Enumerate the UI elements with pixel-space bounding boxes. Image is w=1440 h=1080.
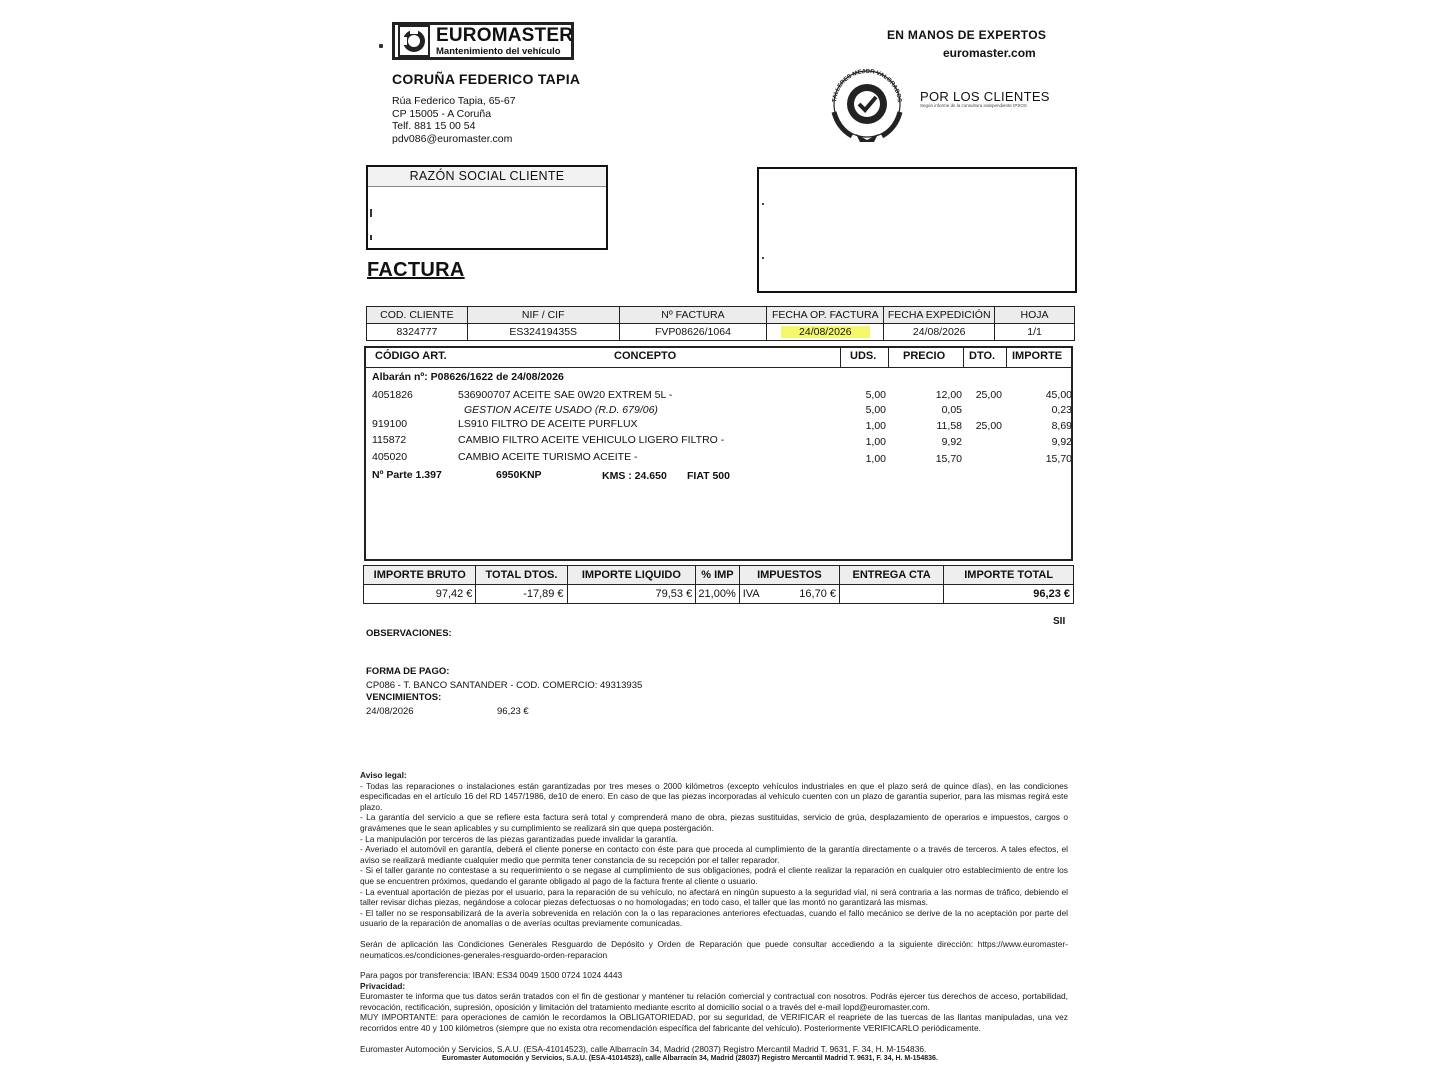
totals-header-cell: IMPORTE TOTAL xyxy=(944,566,1074,585)
item-amount: 45,00 xyxy=(1045,389,1072,401)
company-registry-secondary: Euromaster Automoción y Servicios, S.A.U. (ESA-41014523), calle Albarracín 34, Madrid (28037) Registro Mercantil Madrid T. 9631, F. 34, H. M-154836. xyxy=(442,1055,938,1063)
operation-date: 24/08/2026 xyxy=(781,326,870,338)
due-amount: 96,23 € xyxy=(497,706,529,717)
invoice-number: FVP08626/1064 xyxy=(619,324,767,341)
payment-method-label: FORMA DE PAGO: xyxy=(366,666,450,677)
logo-tagline: Mantenimiento del vehículo xyxy=(436,45,561,57)
nif-cif: ES32419435S xyxy=(467,324,619,341)
header-cell: FECHA OP. FACTURA xyxy=(767,307,884,324)
sheet-number: 1/1 xyxy=(995,324,1075,341)
item-discount: 25,00 xyxy=(975,420,1002,432)
item-amount: 15,70 xyxy=(1045,453,1072,465)
address-line: CP 15005 - A Coruña xyxy=(392,107,492,120)
item-code: 919100 xyxy=(372,418,408,430)
tax-cell xyxy=(739,585,839,604)
totals-value-row xyxy=(364,585,1074,604)
item-code: 405020 xyxy=(372,451,408,463)
legal-paragraph: - Todas las reparaciones o instalaciones están garantizadas por tres meses o 2000 kilómetros (excepto vehículos industriales en que el plazo será de quince días), en las condiciones especificadas en el artículo 16 del RD 1457/1986, de10 de enero. En caso de que las piezas incorporadas al vehículo cuenten con un plazo de garantía superior, para las mismas regirá este plazo. xyxy=(360,780,1068,812)
legal-paragraph: - Si el taller garante no contestase a su requerimiento o se negase al cumplimiento de sus obligaciones, podrá el cliente realizar la reparación en cualquier otro establecimiento de entre los que se encuentren próximos, quedando el garante obligado al pago de la factura frente al cliente o usuario. xyxy=(360,865,1068,886)
branch-address xyxy=(392,95,516,145)
totals-header-cell: % IMP xyxy=(696,566,740,585)
important-text: MUY IMPORTANTE: para operaciones de camión le recordamos la OBLIGATORIEDAD, por su seguridad, de VERIFICAR el reapriete de las tuercas de las llantas manipuladas, una vez recorridos entre 40 y 100 kilómetros (siempre que no exista otra recomendación específica del fabricante del vehículo). Posteriormente VERIFICARLO periódicamente. xyxy=(360,1012,1068,1034)
privacy-text: Euromaster te informa que tus datos serán tratados con el fin de gestionar y mantener tu relación comercial y contractual con nosotros. Podrás ejercer tus derechos de acceso, portabilidad, revocación, rectificación, supresión, oposición y limitación del tratamiento mediante escrito al domicilio social o a través del e-mail lopd@euromaster.com. xyxy=(360,991,1068,1012)
address-line: Telf. 881 15 00 54 xyxy=(392,120,476,132)
legal-notice xyxy=(360,770,1068,1065)
badge-note: Según informe de la consultora independiente IPSOS xyxy=(920,103,1027,108)
branch-name: CORUÑA FEDERICO TAPIA xyxy=(392,71,581,87)
slogan: EN MANOS DE EXPERTOS xyxy=(887,28,1047,42)
logo-name: EUROMASTER xyxy=(436,24,574,46)
col-discount-header: DTO. xyxy=(969,350,996,362)
col-price-header: PRECIO xyxy=(903,350,946,362)
header-cell: NIF / CIF xyxy=(467,307,619,324)
payment-on-account xyxy=(840,585,944,604)
euromaster-logo xyxy=(392,22,574,60)
item-units: 5,00 xyxy=(865,404,886,416)
item-concept: 536900707 ACEITE SAE 0W20 EXTREM 5L - xyxy=(458,389,673,401)
conditions-text: Serán de aplicación las Condiciones Generales Resguardo de Depósito y Orden de Reparación que puede consultar accediendo a la siguiente dirección: https://www.euromaster-neumaticos.es/condiciones-generales-resguardo-orden-reparacion xyxy=(360,938,1068,960)
value-row xyxy=(367,324,1075,341)
address-line: Rúa Federico Tapia, 65-67 xyxy=(392,95,516,107)
totals-header-cell: TOTAL DTOS. xyxy=(476,566,567,585)
net-amount: 79,53 € xyxy=(567,585,696,604)
item-units: 1,00 xyxy=(865,453,886,465)
tax-percent: 21,00% xyxy=(696,585,740,604)
scan-mark xyxy=(370,209,372,217)
scan-mark xyxy=(370,235,372,240)
vehicle-plate: 6950KNP xyxy=(496,469,542,481)
col-units-header: UDS. xyxy=(850,350,877,362)
observations-label: OBSERVACIONES: xyxy=(366,628,452,639)
client-name-box xyxy=(366,165,608,250)
item-units: 5,00 xyxy=(865,389,886,401)
client-address-box xyxy=(757,167,1077,293)
due-date: 24/08/2026 xyxy=(366,706,414,717)
scan-mark xyxy=(762,203,764,205)
header-cell: FECHA EXPEDICIÓN xyxy=(884,307,995,324)
totals-header-cell: IMPORTE LIQUIDO xyxy=(567,566,696,585)
due-dates-label: VENCIMIENTOS: xyxy=(366,692,442,703)
website: euromaster.com xyxy=(943,46,1036,60)
total-discounts: -17,89 € xyxy=(476,585,567,604)
iban-text: Para pagos por transferencia: IBAN: ES34 0049 1500 0724 1024 4443 xyxy=(360,970,623,981)
legal-paragraph: - La eventual aportación de piezas por el usuario, para la reparación de su vehículo, no afectará en ningún supuesto a la seguridad vial, ni será contraria a las normas de tráfico, debiendo el taller revisar dichas piezas, negándose a colocar piezas defectuosas o no homologadas; en todo caso, el taller que las montó no garantizará las mismas. xyxy=(360,886,1068,908)
item-price: 15,70 xyxy=(935,453,962,465)
vehicle-model: FIAT 500 xyxy=(687,470,730,482)
legal-paragraph: - La garantía del servicio a que se refiere esta factura será total y comprenderá mano de obra, piezas sustituidas, servicio de grúa, desplazamiento de operarios e impuestos, cargos o gravámenes que le sean aplicables y su cumplimiento se realizará sin que quepa postergación. xyxy=(360,812,1068,833)
tax-amount: 16,70 € xyxy=(799,588,836,600)
legal-paragraph: - El taller no se responsabilizará de la avería sobrevenida en relación con la o las reparaciones anteriores efectuadas, cuando el fallo mecánico se derive de la no aceptación por parte del usuario de la reparación de anomalías o de averías ocultas previamente comunicadas. xyxy=(360,907,1068,929)
item-concept: LS910 FILTRO DE ACEITE PURFLUX xyxy=(458,418,638,430)
column-divider xyxy=(963,348,964,368)
header-cell: COD. CLIENTE xyxy=(367,307,468,324)
legal-paragraph: - Averiado el automóvil en garantía, deberá el cliente ponerse en contacto con éste para que proceda al cumplimiento de la garantía directamente o a través de terceros. A tales efectos, el aviso se realizará mediante cualquier medio que permita tener constancia de su recepción por el taller reparador. xyxy=(360,844,1068,865)
item-units: 1,00 xyxy=(865,420,886,432)
address-line: pdv086@euromaster.com xyxy=(392,132,513,145)
scan-speck xyxy=(379,44,383,48)
item-price: 11,58 xyxy=(936,420,962,432)
item-code: 115872 xyxy=(372,434,407,446)
payment-method: CP086 - T. BANCO SANTANDER - COD. COMERCIO: 49313935 xyxy=(366,680,643,691)
euromaster-mark-icon xyxy=(398,25,430,57)
badge-arc-text: TALLERES MEJOR VALORADOS xyxy=(832,68,902,103)
client-code: 8324777 xyxy=(367,324,468,341)
total-amount: 96,23 € xyxy=(944,585,1074,604)
column-divider xyxy=(840,348,841,368)
top-rated-badge-icon xyxy=(822,62,912,142)
header-row xyxy=(367,307,1075,324)
totals-header-cell: IMPORTE BRUTO xyxy=(364,566,476,585)
item-amount: 8,69 xyxy=(1051,420,1072,432)
invoice-header-table xyxy=(366,306,1075,341)
operation-date-cell xyxy=(767,324,884,341)
company-registry: Euromaster Automoción y Servicios, S.A.U. (ESA-41014523), calle Albarracín 34, Madrid (28037) Registro Mercantil Madrid T. 9631, F. 34, H. M-154836. xyxy=(360,1043,927,1054)
item-units: 1,00 xyxy=(865,436,886,448)
legal-paragraph: - La manipulación por terceros de las piezas garantizadas puede invalidar la garantía. xyxy=(360,833,678,844)
work-order-number: Nº Parte 1.397 xyxy=(372,469,442,481)
items-box xyxy=(364,346,1073,561)
header-cell: HOJA xyxy=(995,307,1075,324)
item-price: 12,00 xyxy=(935,389,962,401)
column-divider xyxy=(1006,348,1007,368)
vehicle-kms: KMS : 24.650 xyxy=(602,470,667,482)
tax-type: IVA xyxy=(742,588,760,600)
item-price: 9,92 xyxy=(941,436,962,448)
issue-date: 24/08/2026 xyxy=(884,324,995,341)
item-price: 0,05 xyxy=(941,404,962,416)
item-concept: GESTION ACEITE USADO (R.D. 679/06) xyxy=(464,404,658,416)
item-code: 4051826 xyxy=(372,389,413,401)
item-concept: CAMBIO ACEITE TURISMO ACEITE - xyxy=(458,451,638,463)
totals-header-row xyxy=(364,566,1074,585)
client-box-title: RAZÓN SOCIAL CLIENTE xyxy=(368,167,606,187)
col-code-header: CÓDIGO ART. xyxy=(375,350,447,362)
delivery-note: Albarán nº: P08626/1622 de 24/08/2026 xyxy=(372,371,564,383)
document-title: FACTURA xyxy=(367,259,465,281)
col-concept-header: CONCEPTO xyxy=(614,350,677,362)
legal-title: Aviso legal: xyxy=(360,770,407,780)
privacy-title: Privacidad: xyxy=(360,980,406,991)
totals-table xyxy=(363,565,1074,604)
scan-mark xyxy=(762,257,764,259)
item-amount: 0,23 xyxy=(1051,404,1072,416)
column-divider xyxy=(888,348,889,368)
header-cell: Nº FACTURA xyxy=(619,307,767,324)
items-header xyxy=(366,348,1071,368)
gross-amount: 97,42 € xyxy=(364,585,476,604)
item-concept: CAMBIO FILTRO ACEITE VEHICULO LIGERO FILTRO - xyxy=(458,434,725,446)
item-discount: 25,00 xyxy=(975,389,1002,401)
badge-caption: POR LOS CLIENTES xyxy=(920,89,1050,104)
totals-header-cell: ENTREGA CTA xyxy=(840,566,944,585)
item-amount: 9,92 xyxy=(1051,436,1072,448)
sii-mark: SII xyxy=(1053,616,1066,627)
totals-header-cell: IMPUESTOS xyxy=(739,566,839,585)
col-amount-header: IMPORTE xyxy=(1012,350,1063,362)
